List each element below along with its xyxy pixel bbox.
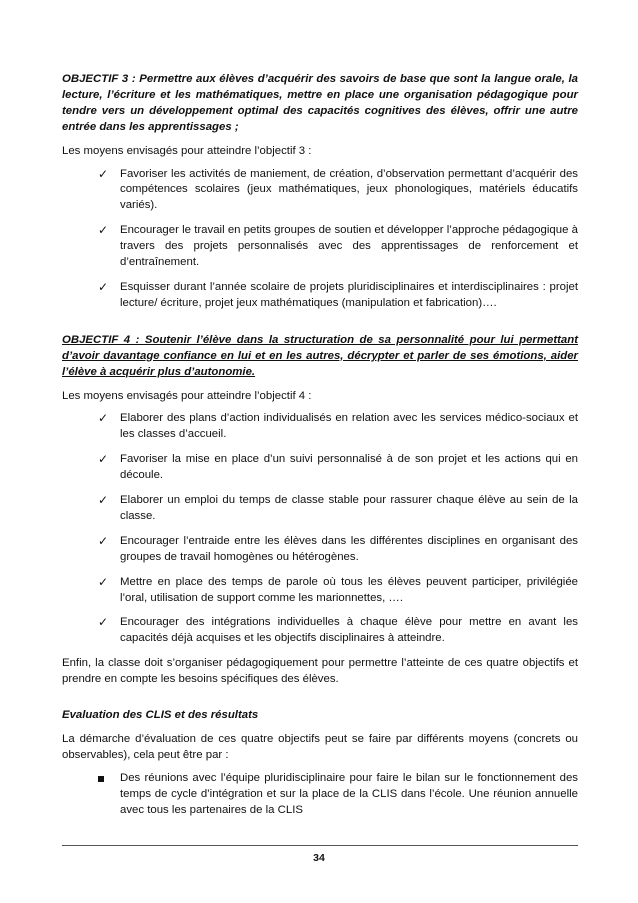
list-item: [62, 167, 578, 215]
list-item: [62, 452, 578, 484]
evaluation-intro: La démarche d’évaluation de ces quatre objectifs peut se faire par différents moyens (concrets ou observables), cela peut être par :: [62, 733, 578, 761]
checkmark-icon: ✓: [98, 615, 109, 630]
list-item-text: Elaborer des plans d’action individualisés en relation avec les services médico-sociaux et les classes d’accueil.: [120, 412, 578, 441]
objective-3-title: OBJECTIF 3 : Permettre aux élèves d’acquérir des savoirs de base que sont la langue orale, la lecture, l’écriture et les mathématiques, mettre en place une organisation pédagogique pour tendre vers un développement optimal des capacités cognitives des élèves, offrir une autre entrée dans les apprentissages ;: [62, 73, 578, 133]
list-item: [62, 575, 578, 607]
document-page: [62, 72, 578, 828]
list-item: [62, 534, 578, 566]
checkmark-icon: ✓: [98, 493, 109, 508]
list-item-text: Encourager l’entraide entre les élèves dans les différentes disciplines en organisant des groupes de travail homogènes ou hétérogènes.: [120, 534, 578, 563]
checkmark-icon: ✓: [98, 279, 109, 294]
list-item: [62, 771, 578, 819]
checkmark-icon: ✓: [98, 452, 109, 467]
objective-4-title: OBJECTIF 4 : Soutenir l’élève dans la structuration de sa personnalité pour lui permettant d’avoir davantage confiance en lui et en les autres, décrypter et parler de ses émotions, aider l’élève à acquérir plus d’autonomie.: [62, 333, 578, 378]
list-item: [62, 223, 578, 271]
checkmark-icon: ✓: [98, 166, 109, 181]
list-item-text: Elaborer un emploi du temps de classe stable pour rassurer chaque élève au sein de la classe.: [120, 494, 578, 522]
list-item-text: Encourager des intégrations individuelles à chaque élève pour mettre en avant les capacités déjà acquises et les objectifs disciplinaires à atteindre.: [120, 616, 578, 645]
conclusion-paragraph: Enfin, la classe doit s’organiser pédagogiquement pour permettre l’atteinte de ces quatre objectifs et prendre en compte les besoins spécifiques des élèves.: [62, 657, 578, 686]
list-item: [62, 493, 578, 525]
list-item-text: Favoriser les activités de maniement, de création, d’observation permettant d’acquérir des compétences scolaires (jeux mathématiques, jeux phonologiques, matériels éducatifs variés).: [120, 167, 578, 212]
objective-3-intro: Les moyens envisagés pour atteindre l’objectif 3 :: [62, 144, 312, 157]
square-bullet-icon: [98, 771, 120, 819]
checkmark-icon: ✓: [98, 411, 109, 426]
checkmark-icon: ✓: [98, 223, 109, 238]
objective-4-intro: Les moyens envisagés pour atteindre l’objectif 4 :: [62, 389, 312, 402]
list-item-text: Mettre en place des temps de parole où tous les élèves peuvent participer, privilégiée l’oral, utilisation de support comme les marionnettes, ….: [120, 575, 578, 604]
checkmark-icon: ✓: [98, 574, 109, 589]
list-item-text: Favoriser la mise en place d’un suivi personnalisé à de son projet et les actions qui en découle.: [120, 453, 578, 482]
list-item: [62, 280, 578, 312]
checkmark-icon: ✓: [98, 533, 109, 548]
list-item-text: Des réunions avec l’équipe pluridisciplinaire pour faire le bilan sur le fonctionnement des temps de cycle d’intégration et sur la place de la CLIS dans l’école. Une réunion annuelle avec tous les partenaires de la CLIS: [120, 771, 578, 816]
evaluation-title: Evaluation des CLIS et des résultats: [62, 709, 259, 722]
footer-divider: [62, 845, 578, 846]
list-item: [62, 411, 578, 443]
list-item-text: Esquisser durant l’année scolaire de projets pluridisciplinaires et interdisciplinaires : projet lecture/ écriture, projet jeux mathématiques (manipulation et fabrication)….: [120, 280, 578, 309]
list-item: [62, 615, 578, 647]
list-item-text: Encourager le travail en petits groupes de soutien et développer l’approche pédagogique à travers des projets personnalisés avec des apprentissages de renforcement et d’entraînement.: [120, 224, 578, 269]
page-number: 34: [313, 852, 325, 864]
